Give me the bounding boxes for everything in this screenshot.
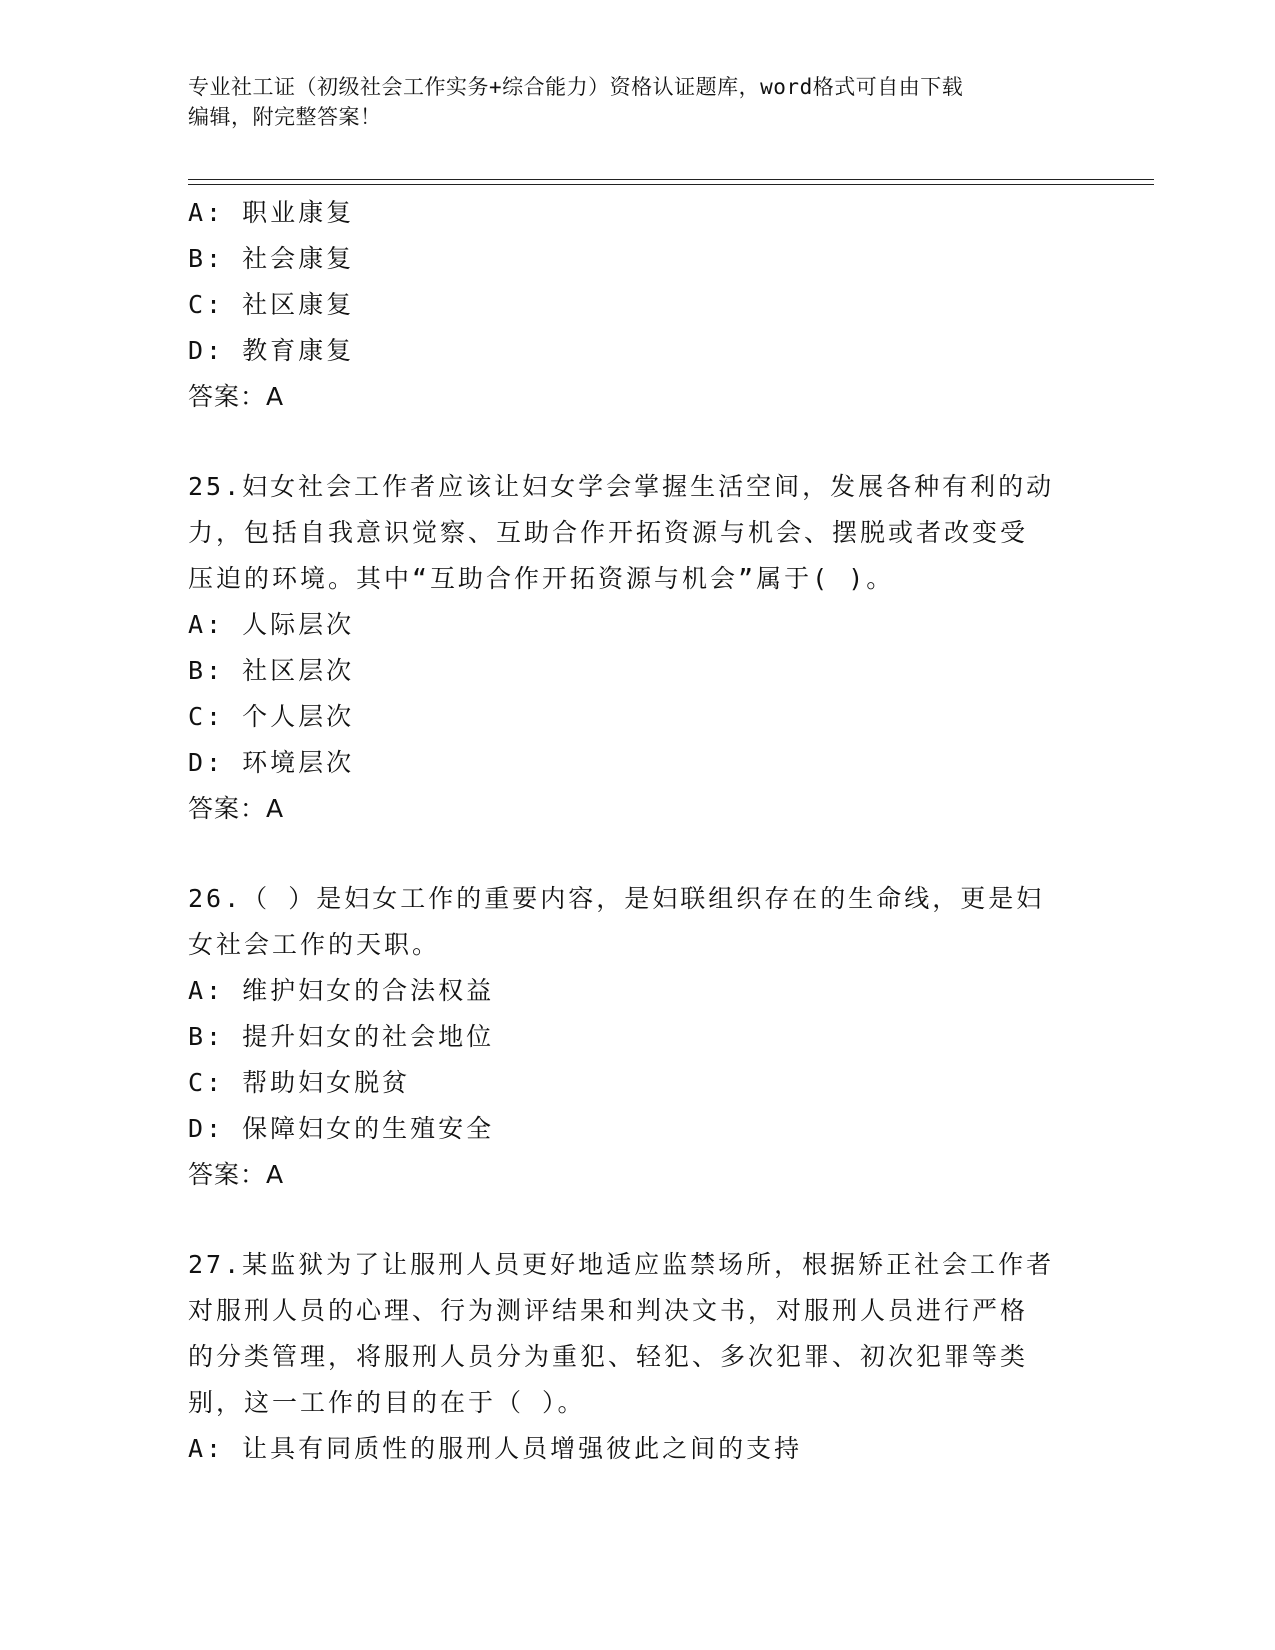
option-c: C: 帮助妇女脱贫 (188, 1068, 411, 1097)
option-d: D: 教育康复 (188, 336, 355, 365)
question-26 (188, 876, 1088, 1198)
option-a: A: 人际层次 (188, 610, 355, 639)
spacer (188, 832, 1088, 876)
option-d: D: 环境层次 (188, 748, 355, 777)
option-c: C: 社区康复 (188, 290, 355, 319)
question-27 (188, 1242, 1088, 1472)
question-stem-line: 压迫的环境。其中“互助合作开拓资源与机会”属于( )。 (188, 564, 895, 593)
option-b: B: 提升妇女的社会地位 (188, 1022, 495, 1051)
option-b: B: 社区层次 (188, 656, 355, 685)
option-b: B: 社会康复 (188, 244, 355, 273)
document-header (188, 72, 1088, 132)
question-stem-line: 27.某监狱为了让服刑人员更好地适应监禁场所，根据矫正社会工作者 (188, 1250, 1055, 1279)
question-stem-line: 对服刑人员的心理、行为测评结果和判决文书，对服刑人员进行严格 (188, 1296, 1029, 1325)
option-a: A: 职业康复 (188, 198, 355, 227)
answer: 答案：A (188, 1160, 285, 1189)
answer: 答案：A (188, 382, 285, 411)
header-line-1: 专业社工证（初级社会工作实务+综合能力）资格认证题库，word格式可自由下载 (188, 75, 964, 99)
option-a: A: 维护妇女的合法权益 (188, 976, 495, 1005)
answer: 答案：A (188, 794, 285, 823)
header-divider-bottom (188, 184, 1154, 185)
question-stem-line: 26.（ ）是妇女工作的重要内容，是妇联组织存在的生命线，更是妇 (188, 884, 1045, 913)
option-c: C: 个人层次 (188, 702, 355, 731)
header-divider-top (188, 179, 1154, 180)
question-stem-line: 的分类管理，将服刑人员分为重犯、轻犯、多次犯罪、初次犯罪等类 (188, 1342, 1029, 1371)
question-stem-line: 女社会工作的天职。 (188, 930, 441, 959)
question-25 (188, 464, 1088, 832)
option-d: D: 保障妇女的生殖安全 (188, 1114, 495, 1143)
question-stem-line: 力，包括自我意识觉察、互助合作开拓资源与机会、摆脱或者改变受 (188, 518, 1029, 547)
document-body (188, 190, 1088, 1472)
question-24 (188, 190, 1088, 420)
header-line-2: 编辑，附完整答案！ (188, 105, 382, 129)
spacer (188, 1198, 1088, 1242)
question-stem-line: 别，这一工作的目的在于（ ）。 (188, 1388, 586, 1417)
spacer (188, 420, 1088, 464)
option-a: A: 让具有同质性的服刑人员增强彼此之间的支持 (188, 1434, 803, 1463)
question-stem-line: 25.妇女社会工作者应该让妇女学会掌握生活空间，发展各种有利的动 (188, 472, 1055, 501)
